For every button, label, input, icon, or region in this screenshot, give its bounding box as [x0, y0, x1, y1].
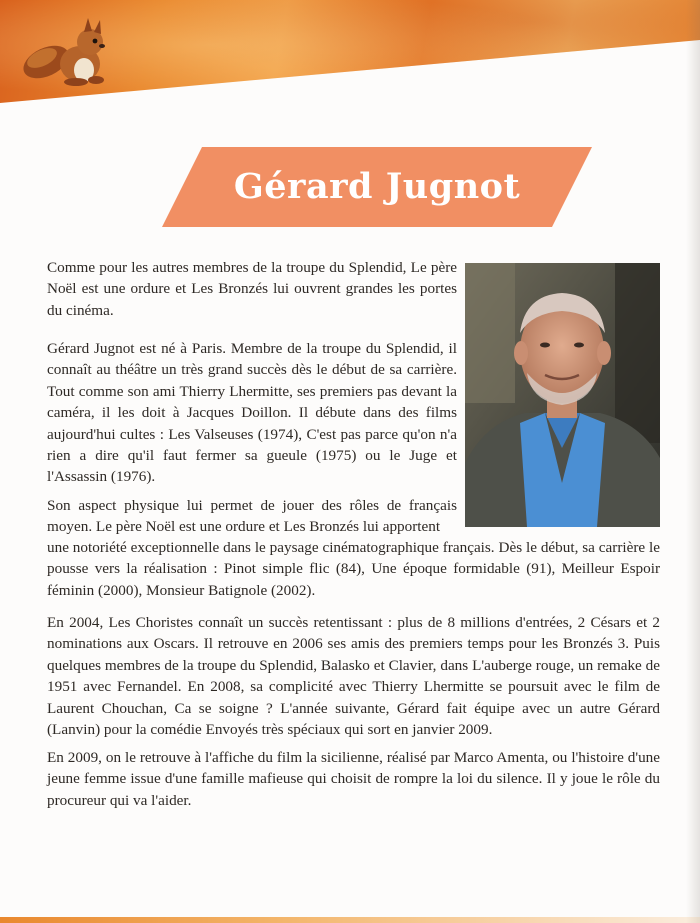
page-title: Gérard Jugnot [233, 166, 521, 207]
article-paragraph-biography: Gérard Jugnot est né à Paris. Membre de la troupe du Splendid, il connaît au théâtre un très grand succès dès le début de sa carrière. Tout comme son ami Thierry Lhermitte, ses premiers pas devant la caméra, il les doit à Jacques Doillon. Il débute dans des films aujourd'hui cultes : Les Valseuses (1974), C'est pas parce qu'on n'a rien a dire qu'il faut fermer sa gueule (1975) ou le Juge et l'Assassin (1976). [47, 340, 457, 486]
page-edge-shadow [686, 0, 700, 923]
article-paragraph-career-start: Son aspect physique lui permet de jouer des rôles de français moyen. Le père Noël est une ordure et Les Bronzés lui apportent [47, 497, 457, 536]
squirrel-icon [18, 12, 113, 90]
article-paragraph-intro: Comme pour les autres membres de la troupe du Splendid, Le père Noël est une ordure et Les Bronzés lui ouvrent grandes les portes du cinéma. [47, 259, 457, 319]
article-paragraph-2004-2009: En 2004, Les Choristes connaît un succès retentissant : plus de 8 millions d'entrées, 2 Césars et 2 nominations aux Oscars. Il retrouve en 2006 ses amis des premiers temps pour les Bronzés 3. Puis quelques membres de la troupe du Splendid, Balasko et Clavier, dans L'auberge rouge, un remake de 1951 avec Fernandel. En 2008, sa complicité avec Thierry Lhermitte se poursuit avec le film de Laurent Chouchan, Ca se soigne ? L'année suivante, Gérard fait équipe avec un autre Gérard (Lanvin) pour la comédie Envoyés très spéciaux qui sort en janvier 2009. [47, 614, 660, 739]
article-paragraph-career-continued: une notoriété exceptionnelle dans le paysage cinématographique français. Dès le début, sa carrière le pousse vers la réalisation : Pinot simple flic (84), Une époque formidable (91), Meilleur Espoir féminin (2000), Monsieur Batignole (2002). [47, 539, 660, 599]
footer-stripe [0, 917, 700, 923]
portrait-photo [465, 263, 660, 527]
article-paragraph-2009: En 2009, on le retrouve à l'affiche du film la sicilienne, réalisé par Marco Amenta, ou l'histoire d'une jeune femme issue d'une famille mafieuse qui choisit de rompre la loi du silence. Il y joue le rôle du procureur qui va l'aider. [47, 749, 660, 809]
